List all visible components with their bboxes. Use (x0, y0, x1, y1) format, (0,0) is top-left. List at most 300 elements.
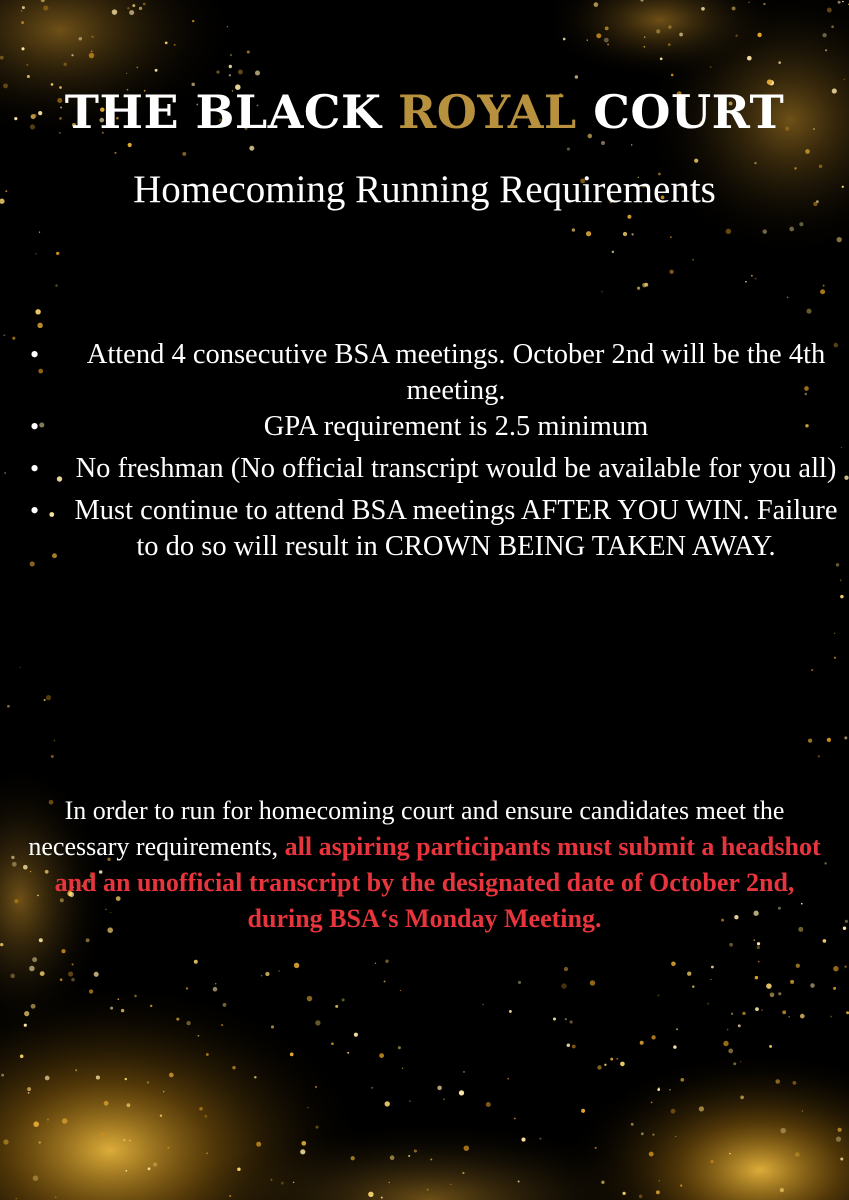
sparkle-dot (596, 33, 601, 38)
sparkle-dot (174, 44, 176, 46)
sparkle-dot (676, 1028, 678, 1030)
sparkle-dot (834, 633, 836, 635)
sparkle-dot (637, 287, 640, 290)
sparkle-dot (165, 42, 168, 45)
sparkle-dot (459, 1090, 464, 1095)
sparkle-dot (656, 1190, 660, 1194)
sparkle-dot (237, 1168, 241, 1172)
sparkle-dot (687, 972, 691, 976)
sparkle-dot (127, 1103, 131, 1107)
sparkle-dot (79, 37, 83, 41)
sparkle-dot (206, 1053, 209, 1056)
sparkle-dot (28, 1092, 30, 1094)
sparkle-dot (121, 1009, 124, 1012)
sparkle-dot (604, 1064, 606, 1066)
sparkle-dot (707, 1003, 709, 1005)
bullet-icon: • (30, 496, 40, 525)
sparkle-dot (575, 75, 578, 78)
sparkle-dot (75, 1069, 77, 1071)
sparkle-dot (795, 1152, 800, 1157)
page-subtitle: Homecoming Running Requirements (133, 168, 716, 211)
sparkle-dot (39, 231, 40, 232)
sparkle-dot (658, 995, 660, 997)
sparkle-dot (247, 50, 250, 53)
sparkle-dot (443, 1098, 445, 1100)
sparkle-dot (7, 705, 10, 708)
sparkle-dot (148, 1167, 151, 1170)
sparkle-dot (509, 1010, 512, 1013)
sparkle-dot (669, 1089, 671, 1091)
sparkle-dot (800, 1014, 805, 1019)
sparkle-dot (229, 1195, 231, 1197)
sparkle-dot (176, 1018, 179, 1021)
sparkle-dot (631, 144, 633, 146)
requirement-text: No freshman (No official transcript would be available for you all) (75, 453, 837, 484)
sparkle-dot (385, 959, 388, 962)
sparkle-dot (840, 579, 842, 581)
sparkle-dot (649, 1152, 654, 1157)
sparkle-dot (24, 1011, 29, 1016)
sparkle-dot (652, 1134, 654, 1136)
sparkle-dot (104, 1101, 109, 1106)
sparkle-dot (802, 1110, 803, 1111)
notice-highlight: all aspiring participants must submit a headshot and an unofficial transcript by the designated date of October 2nd, during BSA‘s Monday Meeting. (54, 832, 821, 933)
sparkle-dot (10, 974, 14, 978)
sparkle-dot (408, 1155, 410, 1157)
sparkle-dot (623, 232, 627, 236)
sparkle-dot (29, 966, 35, 972)
sparkle-dot (24, 1024, 27, 1027)
sparkle-dot (150, 1005, 152, 1007)
sparkle-dot (110, 1007, 113, 1010)
sparkle-dot (842, 1, 844, 3)
sparkle-dot (11, 856, 14, 859)
sparkle-dot (837, 237, 842, 242)
sparkle-dot (55, 284, 58, 287)
sparkle-dot (823, 939, 827, 943)
sparkle-dot (763, 3, 765, 5)
sparkle-dot (753, 939, 755, 941)
sparkle-dot (830, 1016, 832, 1018)
sparkle-dot (567, 1044, 571, 1048)
sparkle-dot (793, 1081, 797, 1085)
sparkle-dot (114, 152, 116, 154)
sparkle-dot (656, 29, 660, 33)
sparkle-dot (354, 1033, 358, 1037)
sparkle-dot (153, 1162, 157, 1166)
sparkle-dot (16, 1198, 17, 1199)
sparkle-dot (507, 1078, 509, 1080)
sparkle-dot (607, 44, 609, 46)
sparkle-dot (35, 253, 36, 254)
sparkle-dot (409, 1100, 411, 1102)
sparkle-dot (351, 1156, 355, 1160)
sparkle-dot (833, 966, 838, 971)
sparkle-dot (4, 472, 5, 473)
sparkle-dot (757, 33, 761, 37)
title-royal: ROYAL (398, 85, 577, 139)
sparkle-dot (594, 2, 599, 7)
sparkle-dot (790, 980, 794, 984)
sparkle-dot (711, 966, 714, 969)
bullet-icon: • (30, 454, 40, 483)
sparkle-dot (22, 6, 25, 9)
sparkle-dot (671, 962, 676, 967)
sparkle-dot (155, 69, 158, 72)
sparkle-dot (742, 1012, 745, 1015)
sparkle-dot (844, 79, 845, 80)
sparkle-dot (12, 337, 15, 340)
sparkle-dot (182, 152, 186, 156)
sparkle-dot (669, 270, 673, 274)
title-the-black: THE BLACK (64, 85, 399, 139)
sparkle-dot (514, 1118, 516, 1120)
sparkle-dot (778, 992, 781, 995)
sparkle-dot (601, 1181, 604, 1184)
sparkle-dot (72, 963, 74, 965)
sparkle-dot (836, 1136, 841, 1141)
sparkle-dot (129, 1140, 131, 1142)
sparkle-dot (335, 1005, 338, 1008)
sparkle-dot (427, 1189, 429, 1191)
sparkle-dot (651, 1102, 653, 1104)
sparkle-dot (805, 149, 810, 154)
sparkle-dot (94, 972, 99, 977)
sparkle-dot (293, 1182, 294, 1183)
sparkle-dot (368, 1192, 373, 1197)
sparkle-dot (37, 323, 43, 329)
sparkle-dot (125, 1078, 127, 1080)
sparkle-dot (463, 1071, 465, 1073)
sparkle-dot (831, 25, 834, 28)
sparkle-dot (281, 1182, 284, 1185)
sparkle-dot (701, 7, 705, 11)
sparkle-dot (699, 1106, 704, 1111)
sparkle-dot (651, 1035, 655, 1039)
sparkle-dot (45, 1076, 50, 1081)
sparkle-dot (186, 1021, 190, 1025)
page-title (0, 82, 849, 142)
sparkle-dot (379, 1053, 384, 1058)
sparkle-dot (659, 1180, 661, 1182)
sparkle-dot (692, 985, 695, 988)
sparkle-dot (796, 964, 800, 968)
sparkle-dot (26, 64, 28, 66)
sparkle-dot (755, 976, 759, 980)
sparkle-dot (160, 1115, 162, 1117)
sparkle-dot (35, 309, 40, 314)
sparkle-dot (390, 1155, 395, 1160)
sparkle-dot (216, 71, 219, 74)
sparkle-dot (806, 309, 811, 314)
sparkle-dot (91, 36, 94, 39)
sparkle-dot (89, 53, 95, 59)
sparkle-dot (843, 927, 846, 930)
sparkle-dot (204, 1115, 207, 1118)
sparkle-dot (1, 1074, 4, 1077)
sparkle-dot (788, 1016, 790, 1018)
sparkle-dot (31, 1004, 36, 1009)
sparkle-dot (787, 297, 789, 299)
sparkle-dot (799, 222, 803, 226)
sparkle-dot (221, 1024, 223, 1026)
sparkle-dot (811, 669, 813, 671)
sparkle-dot (747, 56, 752, 61)
sparkle-dot (20, 667, 21, 668)
sparkle-dot (96, 1075, 100, 1079)
sparkle-dot (20, 1055, 24, 1059)
sparkle-dot (315, 1126, 318, 1129)
sparkle-dot (128, 143, 132, 147)
sparkle-dot (20, 10, 22, 12)
sparkle-dot (381, 1197, 383, 1199)
sparkle-dot (601, 291, 603, 293)
sparkle-dot (89, 989, 93, 993)
sparkle-dot (644, 36, 646, 38)
sparkle-dot (331, 1042, 334, 1045)
sparkle-dot (822, 33, 826, 37)
sparkle-dot (129, 10, 134, 15)
sparkle-dot (833, 987, 836, 990)
sparkle-dot (710, 979, 711, 980)
sparkle-dot (384, 980, 386, 982)
sparkle-dot (631, 233, 633, 235)
requirement-item (24, 409, 844, 445)
requirement-item (24, 445, 844, 493)
sparkle-dot (710, 66, 712, 68)
sparkle-dot (728, 1049, 733, 1054)
sparkle-dot (229, 74, 231, 76)
sparkle-dot (567, 148, 570, 151)
sparkle-dot (68, 972, 73, 977)
sparkle-dot (43, 5, 48, 10)
sparkle-dot (605, 27, 609, 31)
sparkle-dot (729, 1153, 731, 1155)
sparkle-dot (604, 38, 609, 43)
sparkle-dot (32, 957, 37, 962)
sparkle-dot (738, 1024, 741, 1027)
sparkle-dot (117, 998, 119, 1000)
sparkle-dot (61, 949, 65, 953)
sparkle-dot (347, 1052, 349, 1054)
sparkle-dot (745, 281, 747, 283)
requirement-item (24, 337, 844, 409)
sparkle-dot (169, 1073, 174, 1078)
sparkle-dot (561, 983, 566, 988)
sparkle-dot (639, 1195, 642, 1198)
sparkle-dot (46, 695, 51, 700)
sparkle-dot (740, 1096, 744, 1100)
sparkle-dot (255, 70, 260, 75)
sparkle-dot (563, 38, 566, 41)
sparkle-dot (823, 285, 825, 287)
sparkle-dot (270, 1179, 272, 1181)
sparkle-dot (315, 1086, 317, 1088)
sparkle-dot (0, 56, 4, 60)
sparkle-dot (834, 657, 836, 659)
sparkle-dot (430, 1158, 432, 1160)
requirement-text: Must continue to attend BSA meetings AFTER YOU WIN. Failure to do so will result in CROWN BEING TAKEN AWAY. (74, 495, 838, 562)
sparkle-dot (3, 334, 5, 336)
sparkle-dot (186, 987, 188, 989)
sparkle-dot (27, 75, 30, 78)
sparkle-dot (727, 1029, 729, 1031)
sparkle-dot (38, 1141, 40, 1143)
sparkle-dot (553, 1017, 556, 1020)
sparkle-dot (132, 4, 135, 7)
sparkle-dot (294, 963, 299, 968)
sparkle-dot (587, 39, 588, 40)
sparkle-dot (642, 283, 647, 288)
sparkle-dot (398, 1046, 401, 1049)
sparkle-dot (63, 63, 66, 66)
sparkle-dot (732, 6, 736, 10)
sparkle-dot (215, 983, 216, 984)
sparkle-dot (112, 9, 117, 14)
sparkle-dot (775, 1079, 780, 1084)
sparkle-dot (840, 1157, 843, 1160)
sparkle-dot (763, 229, 767, 233)
sparkle-dot (671, 1109, 676, 1114)
sparkle-dot (375, 963, 376, 964)
sparkle-dot (136, 67, 138, 69)
sparkle-dot (414, 1149, 417, 1152)
sparkle-dot (86, 938, 90, 942)
sparkle-dot (437, 1086, 442, 1091)
sparkle-dot (668, 43, 671, 46)
sparkle-dot (254, 1076, 256, 1079)
sparkle-dot (610, 1058, 613, 1061)
requirement-item (24, 493, 844, 565)
sparkle-dot (227, 26, 228, 27)
sparkle-dot (595, 1147, 597, 1149)
sparkle-dot (21, 47, 24, 50)
sparkle-dot (769, 1045, 772, 1048)
sparkle-dot (675, 1136, 676, 1137)
title-court: COURT (576, 85, 785, 139)
sparkle-dot (194, 960, 198, 964)
sparkle-dot (564, 967, 568, 971)
sparkle-dot (540, 1138, 542, 1140)
sparkle-dot (238, 70, 243, 75)
sparkle-dot (825, 49, 827, 51)
sparkle-dot (126, 73, 127, 74)
sparkle-dot (726, 229, 731, 234)
sparkle-dot (840, 595, 843, 598)
sparkle-dot (271, 1025, 274, 1028)
sparkle-dot (21, 21, 24, 24)
sparkle-dot (464, 1145, 470, 1151)
sparkle-dot (680, 1184, 682, 1186)
sparkle-dot (780, 1188, 784, 1192)
requirement-text: Attend 4 consecutive BSA meetings. October 2nd will be the 4th meeting. (86, 339, 826, 406)
sparkle-dot (729, 943, 733, 947)
sparkle-dot (838, 1, 841, 4)
sparkle-dot (770, 992, 775, 997)
submission-notice (20, 793, 829, 937)
sparkle-dot (680, 1078, 684, 1082)
sparkle-dot (820, 289, 825, 294)
sparkle-dot (670, 236, 672, 238)
sparkle-dot (673, 1045, 676, 1048)
sparkle-dot (71, 978, 75, 982)
sparkle-dot (572, 1045, 576, 1049)
sparkle-dot (827, 8, 832, 13)
sparkle-dot (735, 35, 737, 37)
sparkle-dot (230, 54, 232, 56)
requirements-list (24, 337, 844, 565)
sparkle-dot (748, 2, 749, 3)
sparkle-dot (643, 46, 645, 48)
sparkle-dot (780, 1128, 786, 1134)
sparkle-dot (249, 146, 254, 151)
sparkle-dot (570, 1020, 573, 1023)
sparkle-dot (91, 50, 93, 52)
notice-intro: In order to run for homecoming court and ensure candidates meet the necessary requirements, (28, 796, 785, 861)
sparkle-dot (47, 1119, 49, 1121)
sparkle-dot (123, 1139, 125, 1141)
sparkle-dot (622, 1192, 625, 1195)
sparkle-dot (256, 1142, 261, 1147)
sparkle-dot (342, 998, 345, 1001)
sparkle-dot (402, 1068, 403, 1069)
sparkle-dot (192, 20, 194, 22)
sparkle-dot (301, 1141, 306, 1146)
sparkle-dot (39, 938, 43, 942)
sparkle-dot (620, 1062, 625, 1067)
sparkle-dot (62, 1118, 68, 1124)
sparkle-dot (581, 1109, 585, 1113)
sparkle-dot (612, 251, 614, 253)
sparkle-dot (71, 54, 73, 56)
sparkle-dot (845, 920, 848, 923)
sparkle-dot (0, 943, 3, 946)
sparkle-dot (844, 476, 848, 480)
sparkle-dot (572, 228, 575, 231)
sparkle-dot (782, 1010, 786, 1014)
sparkle-dot (755, 1007, 759, 1011)
sparkle-dot (789, 227, 794, 232)
sparkle-dot (731, 1013, 733, 1015)
sparkle-dot (671, 74, 674, 77)
sparkle-dot (692, 259, 694, 261)
sparkle-dot (757, 942, 760, 945)
sparkle-dot (290, 1053, 294, 1057)
sparkle-dot (751, 275, 753, 277)
sparkle-dot (371, 1087, 373, 1089)
sparkle-dot (631, 1123, 634, 1126)
sparkle-dot (837, 1128, 841, 1132)
sparkle-dot (844, 736, 847, 739)
sparkle-dot (586, 231, 591, 236)
sparkle-dot (261, 975, 262, 976)
sparkle-dot (590, 980, 595, 985)
sparkle-dot (100, 1132, 105, 1137)
sparkle-dot (55, 1197, 56, 1198)
sparkle-dot (827, 738, 831, 742)
sparkle-dot (232, 1066, 235, 1069)
sparkle-dot (33, 1121, 39, 1127)
sparkle-dot (450, 1184, 451, 1185)
sparkle-dot (518, 1181, 520, 1183)
sparkle-dot (400, 990, 401, 991)
sparkle-dot (518, 981, 521, 984)
sparkle-dot (206, 1152, 208, 1154)
sparkle-dot (54, 740, 56, 742)
sparkle-dot (163, 1091, 165, 1093)
sparkle-dot (167, 1147, 169, 1149)
sparkle-dot (733, 1062, 736, 1065)
